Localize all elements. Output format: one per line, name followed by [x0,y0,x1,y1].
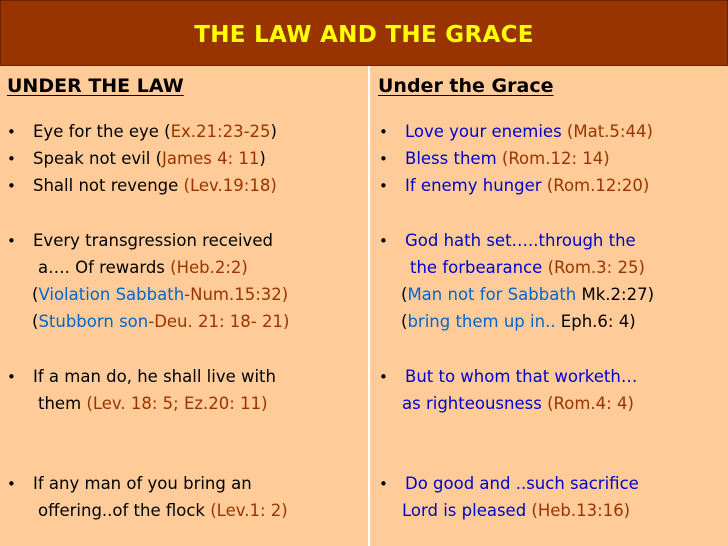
item-text: Do good and ..such sacrifice [405,474,639,493]
bullet: • [7,368,16,386]
law-item-transgression [7,231,273,250]
highlight-text: bring them up in.. [407,312,556,331]
law-item-transgression-line3 [32,285,288,304]
scripture-ref: (Lev. 18: 5; Ez.20: 11) [86,394,268,413]
scripture-ref: (Heb.13:16) [531,501,631,520]
law-item-eye [7,122,277,141]
item-text: offering..of the flock [38,501,211,520]
grace-item-hunger [379,176,649,195]
highlight-text: Violation Sabbath [38,285,185,304]
scripture-ref: (Rom.3: 25) [547,258,645,277]
item-text: Eph.6: 4) [555,312,636,331]
scripture-ref: -Deu. 21: 18- 21) [148,312,290,331]
scripture-ref: Ex.21:23-25 [170,122,271,141]
law-item-man-do-line2 [38,394,268,413]
scripture-ref: (Rom.12:20) [546,176,650,195]
item-text: ( [401,312,408,331]
scripture-ref: (Lev.19:18) [183,176,277,195]
bullet: • [379,368,388,386]
item-text: If enemy hunger [405,176,547,195]
law-item-revenge [7,176,277,195]
item-text: Love your enemies [405,122,567,141]
bullet: • [7,150,16,168]
grace-item-god [379,231,636,250]
grace-item-god-line2 [410,258,645,277]
law-item-offering-line2 [38,501,288,520]
item-text: Lord is pleased [402,501,532,520]
item-text: Every transgression received [33,231,273,250]
item-text: ( [401,285,408,304]
law-column [0,66,369,546]
grace-item-worketh-line2 [402,394,634,413]
item-text: If a man do, he shall live with [33,367,276,386]
grace-heading: Under the Grace [378,75,554,97]
title-bar [0,0,728,66]
grace-item-worketh [379,367,637,386]
law-item-transgression-line4 [32,312,289,331]
bullet: • [7,232,16,250]
grace-item-good [379,474,639,493]
scripture-ref: James 4: 11 [162,149,260,168]
item-text: Shall not revenge [33,176,184,195]
item-text: ( [32,312,39,331]
grace-item-love [379,122,653,141]
highlight-text: Man not for Sabbath [407,285,577,304]
item-text: as righteousness [402,394,548,413]
item-text: a…. Of rewards [38,258,171,277]
highlight-text: Stubborn son [38,312,149,331]
bullet: • [379,177,388,195]
item-text: Eye for the eye ( [33,122,171,141]
law-item-man-do [7,367,276,386]
law-item-offering [7,474,252,493]
item-text: ) [259,149,266,168]
item-text: them [38,394,87,413]
scripture-ref: (Lev.1: 2) [210,501,288,520]
bullet: • [379,123,388,141]
grace-column [370,66,728,546]
grace-item-god-line3 [401,285,654,304]
item-text: Mk.2:27) [576,285,655,304]
slide-title: THE LAW AND THE GRACE [194,22,534,48]
bullet: • [7,475,16,493]
item-text: Bless them [405,149,502,168]
law-item-transgression-line2 [38,258,248,277]
bullet: • [7,123,16,141]
bullet: • [7,177,16,195]
law-item-speak [7,149,266,168]
item-text: God hath set…..through the [405,231,636,250]
item-text: ) [270,122,277,141]
item-text: ( [32,285,39,304]
scripture-ref: -Num.15:32) [184,285,289,304]
scripture-ref: (Rom.4: 4) [547,394,634,413]
bullet: • [379,150,388,168]
grace-item-god-line4 [401,312,636,331]
item-text: But to whom that worketh… [405,367,638,386]
scripture-ref: (Heb.2:2) [170,258,248,277]
item-text: Speak not evil ( [33,149,163,168]
bullet: • [379,475,388,493]
scripture-ref: (Mat.5:44) [566,122,653,141]
scripture-ref: (Rom.12: 14) [501,149,610,168]
grace-item-good-line2 [402,501,630,520]
law-heading: UNDER THE LAW [7,75,184,97]
item-text: the forbearance [410,258,548,277]
grace-item-bless [379,149,610,168]
item-text: If any man of you bring an [33,474,252,493]
bullet: • [379,232,388,250]
